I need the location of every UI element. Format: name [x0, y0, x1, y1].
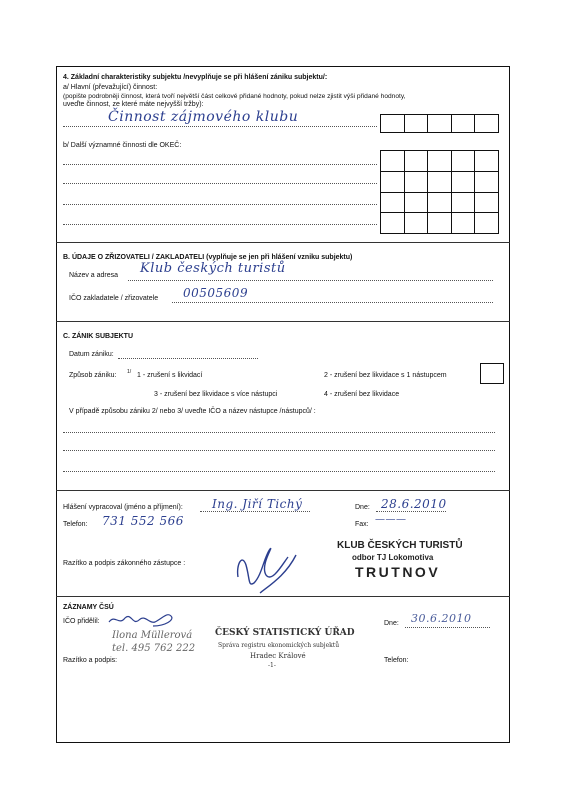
csu-heading: ZÁZNAMY ČSÚ — [63, 604, 114, 611]
divider — [56, 242, 510, 243]
section-b-heading: B. ÚDAJE O ZŘIZOVATELI / ZAKLADATELI (vyplňuje se jen při hlášení vzniku subjektu) — [63, 254, 353, 261]
csu-date-value[interactable]: 30.6.2010 — [411, 612, 472, 625]
csu-person-phone: tel. 495 762 222 — [112, 643, 196, 654]
csu-person-name: Ilona Müllerová — [112, 630, 193, 641]
ico-assigned-label: IČO přidělil: — [63, 618, 100, 625]
founder-name-line — [128, 280, 493, 281]
founder-name-label: Název a adresa — [69, 272, 119, 279]
founder-ico-value[interactable]: 00505609 — [183, 286, 249, 300]
divider — [56, 490, 510, 491]
okec-code-boxes-main[interactable] — [380, 114, 499, 133]
other-activity-line-2[interactable] — [63, 183, 377, 184]
footnote-marker: 1/ — [127, 369, 132, 375]
csu-phone-label: Telefon: — [384, 657, 409, 664]
termination-method-label: Způsob zániku: — [69, 372, 117, 379]
club-stamp-line-2: odbor TJ Lokomotiva — [352, 553, 434, 562]
page-number: -1- — [268, 662, 276, 669]
phone-label: Telefon: — [63, 521, 88, 528]
section4-heading: 4. Základní charakteristiky subjektu /nevyplňuje se při hlášení zániku subjektu/: — [63, 74, 328, 81]
main-activity-value[interactable]: Činnost zájmového klubu — [108, 109, 299, 125]
main-activity-label: a/ Hlavní (převažující) činnost: — [63, 84, 158, 91]
csu-office-line-1: ČESKÝ STATISTICKÝ ÚŘAD — [215, 628, 355, 638]
prepared-by-line — [200, 511, 310, 512]
prepared-by-label: Hlášení vypracoval (jméno a příjmení): — [63, 504, 183, 511]
successor-line-1[interactable] — [63, 432, 495, 433]
termination-date-line[interactable] — [118, 358, 258, 359]
csu-office-line-3: Hradec Králové — [250, 652, 306, 660]
method-option-4: 4 - zrušení bez likvidace — [324, 391, 400, 398]
club-stamp-line-1: KLUB ČESKÝCH TURISTŮ — [337, 540, 463, 551]
section-c-heading: C. ZÁNIK SUBJEKTU — [63, 333, 134, 340]
phone-value[interactable]: 731 552 566 — [102, 514, 184, 528]
main-activity-note: (popište podrobněji činnost, která tvoří největší část celkové přidané hodnoty, pokud nelze zjistit výši přidané hodnoty, — [63, 93, 406, 100]
csu-stamp-label: Razítko a podpis: — [63, 657, 118, 664]
divider — [56, 596, 510, 597]
report-date-value[interactable]: 28.6.2010 — [381, 497, 447, 511]
signature — [230, 535, 305, 595]
other-activity-line-3[interactable] — [63, 204, 377, 205]
other-activity-line-4[interactable] — [63, 224, 377, 225]
report-date-line — [376, 511, 446, 512]
founder-ico-label: IČO zakladatele / zřizovatele — [69, 295, 159, 302]
method-code-box[interactable] — [480, 363, 504, 384]
method-option-2: 2 - zrušení bez likvidace s 1 nástupcem — [324, 372, 447, 379]
okec-code-boxes-other[interactable] — [380, 150, 499, 234]
method-option-3: 3 - zrušení bez likvidace s více nástupci — [154, 391, 278, 398]
csu-date-line — [405, 627, 490, 628]
founder-name-value[interactable]: Klub českých turistů — [140, 261, 286, 276]
legal-rep-stamp-label: Razítko a podpis zákonného zástupce : — [63, 560, 186, 567]
report-date-label: Dne: — [355, 504, 370, 511]
csu-date-label: Dne: — [384, 620, 399, 627]
initials — [105, 608, 180, 630]
main-activity-note-2: uveďte činnost, ze které máte nejvyšší tržby): — [63, 101, 204, 108]
successor-line-2[interactable] — [63, 450, 495, 451]
other-activity-line-1[interactable] — [63, 164, 377, 165]
divider — [56, 321, 510, 322]
csu-office-line-2: Správa registru ekonomických subjektů — [218, 642, 340, 649]
main-activity-line — [63, 126, 377, 127]
other-activities-label: b/ Další významné činnosti dle OKEČ: — [63, 142, 182, 149]
successor-instruction: V případě způsobu zániku 2/ nebo 3/ uveďte IČO a název nástupce /nástupců/ : — [69, 408, 316, 415]
fax-label: Fax: — [355, 521, 369, 528]
fax-value[interactable]: ——— — [375, 514, 407, 525]
successor-line-3[interactable] — [63, 471, 495, 472]
termination-date-label: Datum zániku: — [69, 351, 114, 358]
prepared-by-value[interactable]: Ing. Jiří Tichý — [212, 497, 303, 511]
club-stamp-line-3: TRUTNOV — [355, 564, 441, 580]
method-option-1: 1 - zrušení s likvidací — [137, 372, 203, 379]
founder-ico-line — [172, 302, 493, 303]
